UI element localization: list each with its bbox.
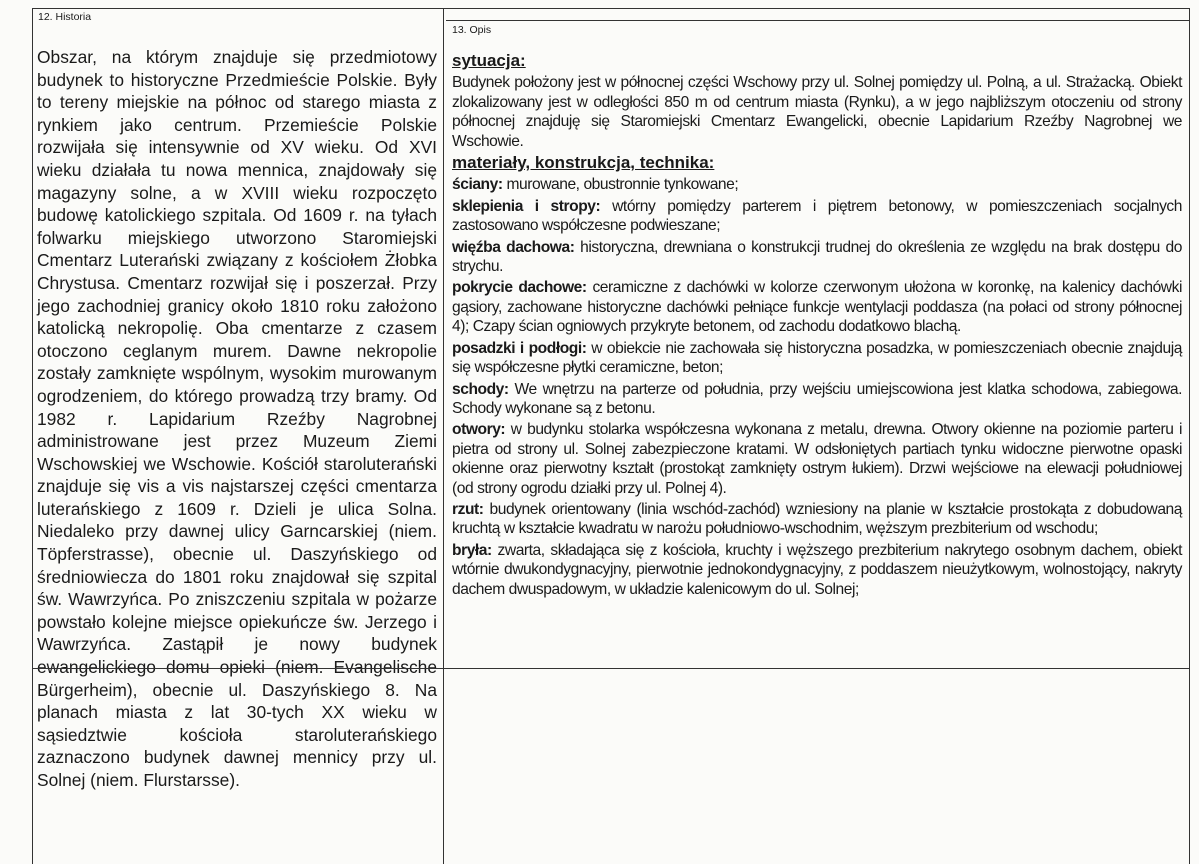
row-divider [32,668,1190,669]
opis-item-term: bryła: [452,541,492,559]
opis-item-term: sklepienia i stropy: [452,197,601,215]
opis-item-text: w obiekcie nie zachowała się historyczna posadzka, w pomieszczeniach obecnie znajdują się współczesne płytki ceramiczne, beton; [452,339,1182,377]
opis-label: 13. Opis [452,24,492,36]
opis-item-term: więźba dachowa: [452,238,575,256]
opis-item-text: historyczna, drewniana o konstrukcji trudnej do określenia ze względu na brak dostępu do strychu. [452,238,1182,276]
opis-item [452,339,1182,378]
opis-item [452,420,1182,498]
opis-item [452,197,1182,236]
historia-label: 12. Historia [38,11,92,23]
opis-item [452,500,1182,539]
opis-item-term: rzut: [452,500,484,518]
opis-item-term: otwory: [452,421,506,439]
opis-item [452,278,1182,336]
opis-item-text: w budynku stolarka współczesna wykonana z metalu, drewna. Otwory okienne na poziomie parteru i pietra od strony ul. Solnej zabezpieczone kratami. W odsłoniętych partiach tynku widoczne pierwotne opaski okienne oraz pierwotny kształt (prostokąt zamknięty ostrym łukiem). Drzwi wejściowe na elewacji południowej (od strony ogrodu działki przy ul. Polnej 4). [452,421,1182,497]
opis-item-text: We wnętrzu na parterze od południa, przy wejściu umiejscowiona jest klatka schodowa, zabiegowa. Schody wykonane są z betonu. [452,380,1182,417]
materialy-heading: materiały, konstrukcja, technika: [452,153,715,173]
opis-item-text: wtórny pomiędzy parterem i piętrem betonowy, w pomieszczeniach socjalnych zastosowano współczesne podwieszane; [452,197,1182,235]
opis-item-text: budynek orientowany (linia wschód-zachód) wzniesiony na planie w kształcie prostokąta z dobudowaną kruchtą w kształcie kwadratu w narożu południowo-wschodnim, węższym prezbiterium od wschodu; [452,500,1182,538]
sytuacja-text: Budynek położony jest w północnej części Wschowy przy ul. Solnej pomiędzy ul. Polną, a ul. Strażacką. Obiekt zlokalizowany jest w odległości 850 m od centrum miasta (Rynku), a w jego najbliższym otoczeniu od strony północnej znajduję się Staromiejski Cmentarz Ewangelicki, obecnie Lapidarium Rzeźby Nagrobnej we Wschowie. [452,74,1182,150]
opis-item [452,541,1182,599]
opis-item-text: ceramiczne z dachówki w kolorze czerwonym ułożona w koronkę, na kalenicy dachówki gąsiory, zachowane historyczne dachówki pełniące funkcje wentylacji poddasza (na połaci od strony północnej 4); Czapy ścian ogniowych przykryte betonem, od zachodu dodatkowo blachą. [452,279,1182,336]
opis-cell [446,20,1190,669]
opis-item-term: ściany: [452,176,503,194]
opis-item-term: schody: [452,380,509,398]
opis-item [452,380,1182,419]
opis-item-text: murowane, obustronnie tynkowane; [502,176,739,194]
opis-item [452,238,1182,277]
opis-item-term: pokrycie dachowe: [452,279,587,297]
opis-item [452,175,1182,194]
opis-item-term: posadzki i podłogi: [452,339,587,357]
opis-item-text: zwarta, składająca się z kościoła, kruchty i węższego prezbiterium nakrytego osobnym dachem, obiekt wtórnie dwukondygnacyjny, pierwotnie jednokondygnacyjny, z poddaszem nieużytkowym, wolnostojący, nakryty dachem dwuspadowym, w układzie kalenicowym do ul. Solnej; [452,541,1182,598]
historia-text: Obszar, na którym znajduje się przedmiotowy budynek to historyczne Przedmieście Polskie. Były to tereny miejskie na północ od starego miasta z rynkiem jako centrum. Przemieście Polskie rozwijała się intensywnie od XV wieku. Od XVI wieku działała tu nowa mennica, znajdowały się magazyny solne, a w XVIII wieku rozpoczęto budowę katolickiego szpitala. Od 1609 r. na tyłach folwarku miejskiego utworzono Staromiejski Cmentarz Luterański związany z kościołem Żłobka Chrystusa. Cmentarz rozwijał się i poszerzał. Przy jego zachodniej granicy około 1810 roku założono katolicką nekropolię. Oba cmentarze z czasem otoczono ceglanym murem. Dawne nekropolie zostały zamknięte wspólnym, wysokim murowanym ogrodzeniem, do którego prowadzą trzy bramy. Od 1982 r. Lapidarium Rzeźby Nagrobnej administrowane jest przez Muzeum Ziemi Wschowskiej we Wschowie. Kościół staroluterański znajduje się vis a vis najstarszej części cmentarza luterańskiego z 1609 r. Dzieli je ulica Solna. Niedaleko przy dawnej ulicy Garncarskiej (niem. Töpferstrasse), obecnie ul. Daszyńskiego od średniowiecza do 1801 roku znajdował się szpital św. Wawrzyńca. Po zniszczeniu szpitala w pożarze powstało kolejne miejsce opiekuńcze św. Jerzego i Wawrzyńca. Zastąpił je nowy budynek ewangelickiego domu opieki (niem. Evangelische Bürgerheim), obecnie ul. Daszyńskiego 8. Na planach miasta z lat 30-tych XX wieku w sąsiedztwie kościoła staroluterańskiego zaznaczono budynek dawnej mennicy przy ul. Solnej (niem. Flurstarsse). [37,47,437,790]
sytuacja-heading: sytuacja: [452,51,526,70]
opis-content [452,51,1182,601]
historia-cell [32,8,444,790]
column-divider-bottom [443,668,444,864]
